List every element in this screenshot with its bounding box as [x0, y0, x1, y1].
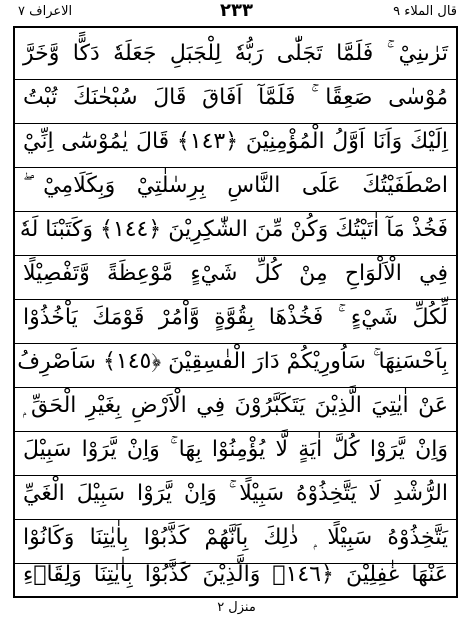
line-text: يَتَّخِذُوْهُ سَبِيْلًا ۭ ذٰلِكَ بِاَنَّهُمْ كَذَّبُوْا بِاٰيٰتِنَا وَكَانُوْا: [23, 524, 448, 550]
surah-name: الاعراف ٧: [18, 4, 73, 19]
page-number: ٢٣٣: [220, 0, 253, 21]
line-text: فِي الْاَلْوَاحِ مِنْ كُلِّ شَيْءٍ مَّوْعِظَةً وَّتَفْصِيْلًا: [23, 260, 448, 286]
line-text: عَنْهَا غٰفِلِيْنَ ﴿١٤٦﴾ وَالَّذِيْنَ كَذَّبُوْا بِاٰيٰتِنَا وَلِقَاۗءِ: [23, 562, 448, 587]
line-text: اِلَيْكَ وَاَنَا اَوَّلُ الْمُؤْمِنِيْنَ ﴿١٤٣﴾ قَالَ يٰمُوْسٰٓى اِنِّيْ: [23, 128, 448, 154]
text-line: [15, 554, 456, 596]
line-text: وَاِنْ يَّرَوْا كُلَّ اٰيَةٍ لَّا يُؤْمِنُوْا بِهَا ۚ وَاِنْ يَّرَوْا سَبِيْلَ: [23, 436, 448, 462]
line-text: عَنْ اٰيٰتِيَ الَّذِيْنَ يَتَكَبَّرُوْنَ فِي الْاَرْضِ بِغَيْرِ الْحَقِّ ۭ: [23, 392, 448, 418]
line-text: تَرٰىنِيْ ۚ فَلَمَّا تَجَلّٰى رَبُّهٗ لِلْجَبَلِ جَعَلَهٗ دَكًّا وَّخَرَّ: [23, 40, 448, 66]
line-text: بِاَحْسَنِهَا ۚ سَاُورِيْكُمْ دَارَ الْفٰسِقِيْنَ ﴿١٤٥﴾ سَاَصْرِفُ: [17, 348, 448, 374]
line-text: الرُّشْدِ لَا يَتَّخِذُوْهُ سَبِيْلًا ۚ وَاِنْ يَّرَوْا سَبِيْلَ الْغَيِّ: [23, 480, 448, 506]
juz-name: قال الملاء ٩: [393, 4, 457, 19]
line-text: لِّكُلِّ شَيْءٍ ۚ فَخُذْهَا بِقُوَّةٍ وَّاْمُرْ قَوْمَكَ يَاْخُذُوْا: [23, 304, 448, 330]
line-text: اصْطَفَيْتُكَ عَلَى النَّاسِ بِرِسٰلٰتِيْ وَبِكَلَامِيْ ۖ: [23, 172, 448, 198]
line-text: مُوْسٰى صَعِقًا ۚ فَلَمَّآ اَفَاقَ قَالَ سُبْحٰنَكَ تُبْتُ: [23, 84, 448, 110]
line-text: فَخُذْ مَآ اٰتَيْتُكَ وَكُنْ مِّنَ الشّٰكِرِيْنَ ﴿١٤٤﴾ وَكَتَبْنَا لَهٗ: [19, 216, 448, 242]
text-frame: [13, 26, 458, 598]
manzil-label: منزل ٢: [217, 600, 256, 615]
page-header: [0, 0, 473, 26]
